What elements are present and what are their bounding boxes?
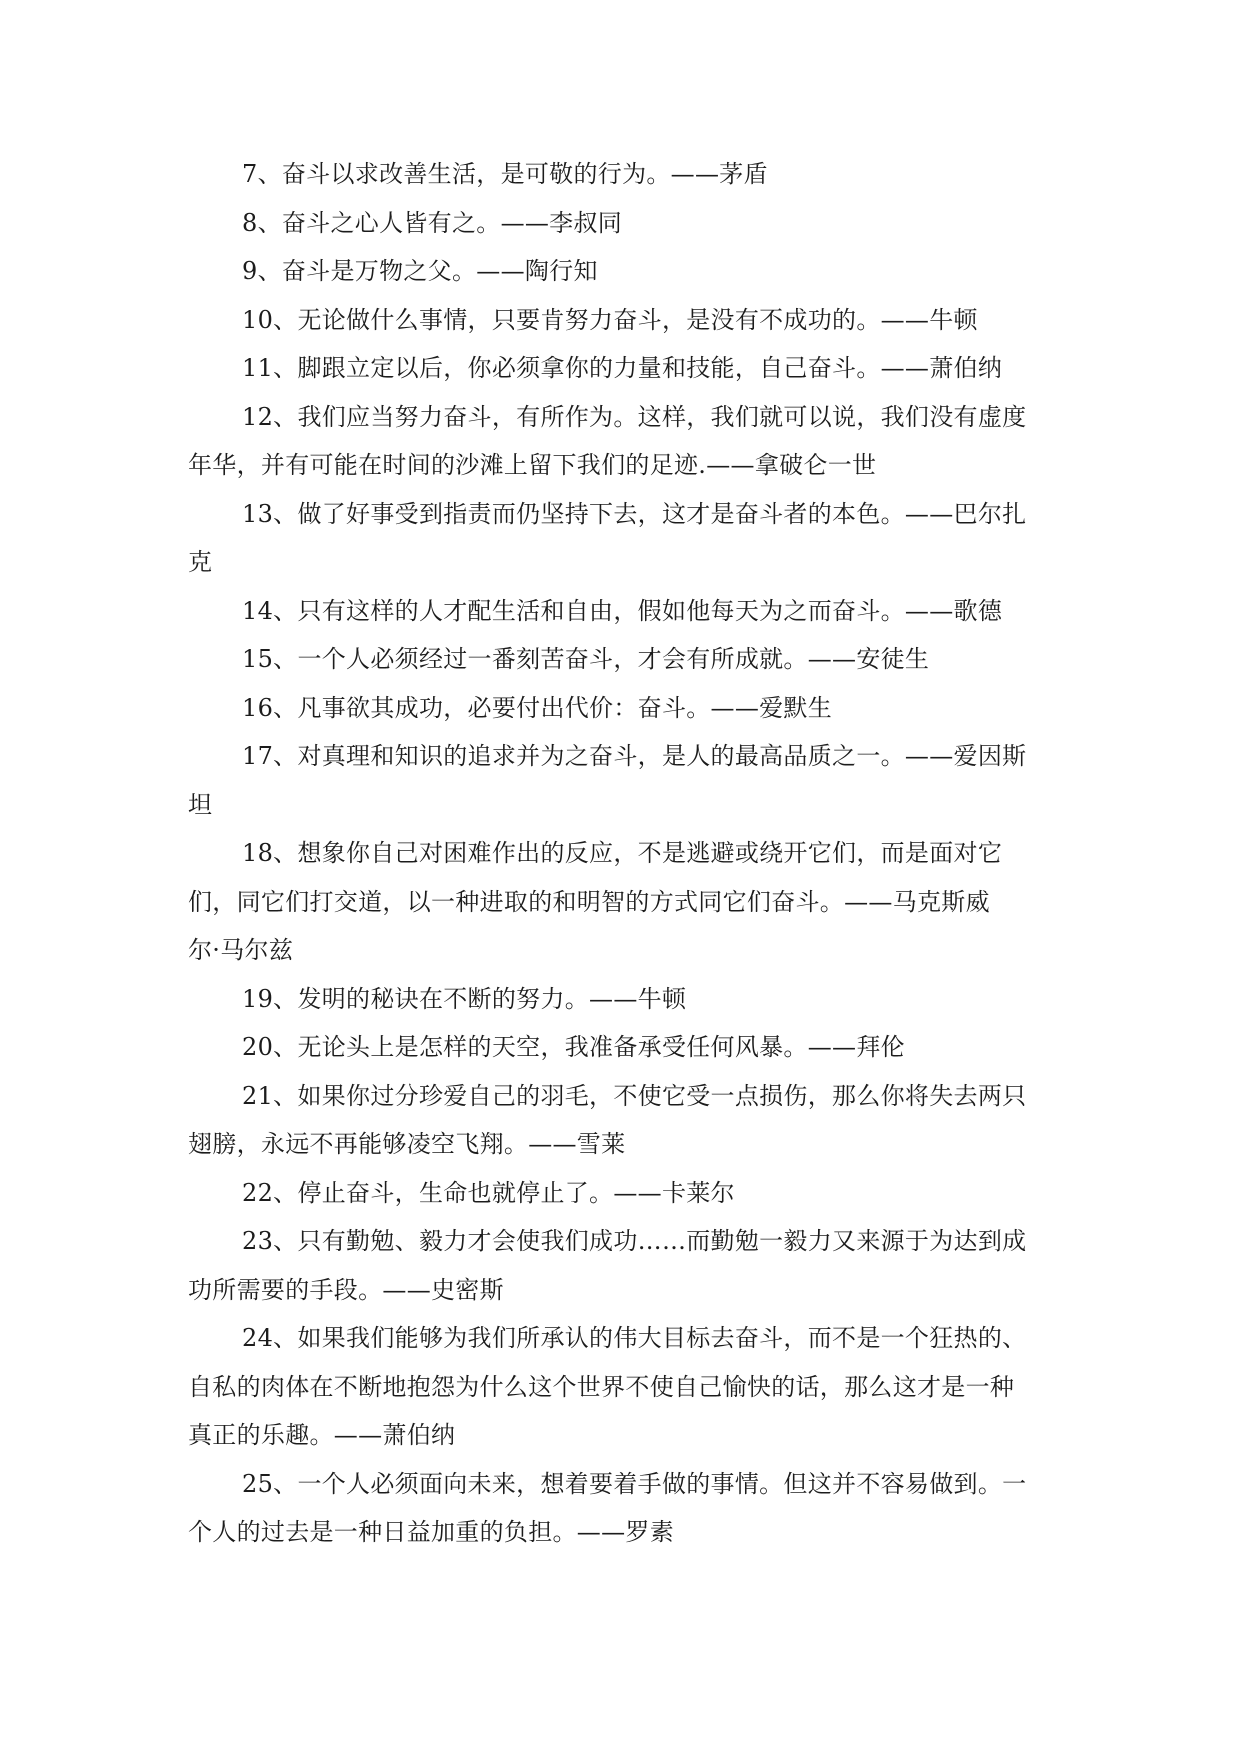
quote-paragraph: 12、我们应当努力奋斗，有所作为。这样，我们就可以说，我们没有虚度 年华，并有可能在时间的沙滩上留下我们的足迹.——拿破仑一世 [188, 402, 1027, 479]
quote-paragraph: 21、如果你过分珍爱自己的羽毛，不使它受一点损伤，那么你将失去两只 翅膀，永远不再能够凌空飞翔。——雪莱 [188, 1081, 1027, 1158]
quote-paragraph: 25、一个人必须面向未来，想着要着手做的事情。但这并不容易做到。一 个人的过去是一种日益加重的负担。——罗素 [188, 1469, 1027, 1546]
quote-paragraph: 16、凡事欲其成功，必要付出代价：奋斗。——爱默生 [242, 693, 833, 722]
quote-paragraph: 24、如果我们能够为我们所承认的伟大目标去奋斗，而不是一个狂热的、 自私的肉体在不断地抱怨为什么这个世界不使自己愉快的话，那么这才是一种 真正的乐趣。——萧伯纳 [188, 1324, 1027, 1449]
quote-paragraph: 22、停止奋斗，生命也就停止了。——卡莱尔 [242, 1178, 735, 1207]
quote-paragraph: 18、想象你自己对困难作出的反应，不是逃避或绕开它们，而是面对它 们，同它们打交道，以一种进取的和明智的方式同它们奋斗。——马克斯威 尔·马尔兹 [188, 839, 1003, 964]
document-body [188, 150, 1048, 1557]
quote-paragraph: 19、发明的秘诀在不断的努力。——牛顿 [242, 984, 687, 1013]
quote-paragraph: 13、做了好事受到指责而仍坚持下去，这才是奋斗者的本色。——巴尔扎 克 [188, 499, 1027, 576]
quote-paragraph: 7、奋斗以求改善生活，是可敬的行为。——茅盾 [242, 160, 768, 188]
quote-paragraph: 11、脚跟立定以后，你必须拿你的力量和技能，自己奋斗。——萧伯纳 [242, 354, 1003, 382]
quote-paragraph: 10、无论做什么事情，只要肯努力奋斗，是没有不成功的。——牛顿 [242, 305, 978, 334]
quote-paragraph: 15、一个人必须经过一番刻苦奋斗，才会有所成就。——安徒生 [242, 645, 930, 673]
quote-paragraph: 20、无论头上是怎样的天空，我准备承受任何风暴。——拜伦 [242, 1033, 905, 1061]
quote-paragraph: 23、只有勤勉、毅力才会使我们成功……而勤勉一毅力又来源于为达到成 功所需要的手段。——史密斯 [188, 1227, 1027, 1304]
quote-paragraph: 9、奋斗是万物之父。——陶行知 [242, 257, 598, 285]
quote-paragraph: 14、只有这样的人才配生活和自由，假如他每天为之而奋斗。——歌德 [242, 596, 1003, 625]
quote-paragraph: 17、对真理和知识的追求并为之奋斗，是人的最高品质之一。——爱因斯 坦 [188, 742, 1027, 819]
quote-paragraph: 8、奋斗之心人皆有之。——李叔同 [242, 208, 623, 237]
